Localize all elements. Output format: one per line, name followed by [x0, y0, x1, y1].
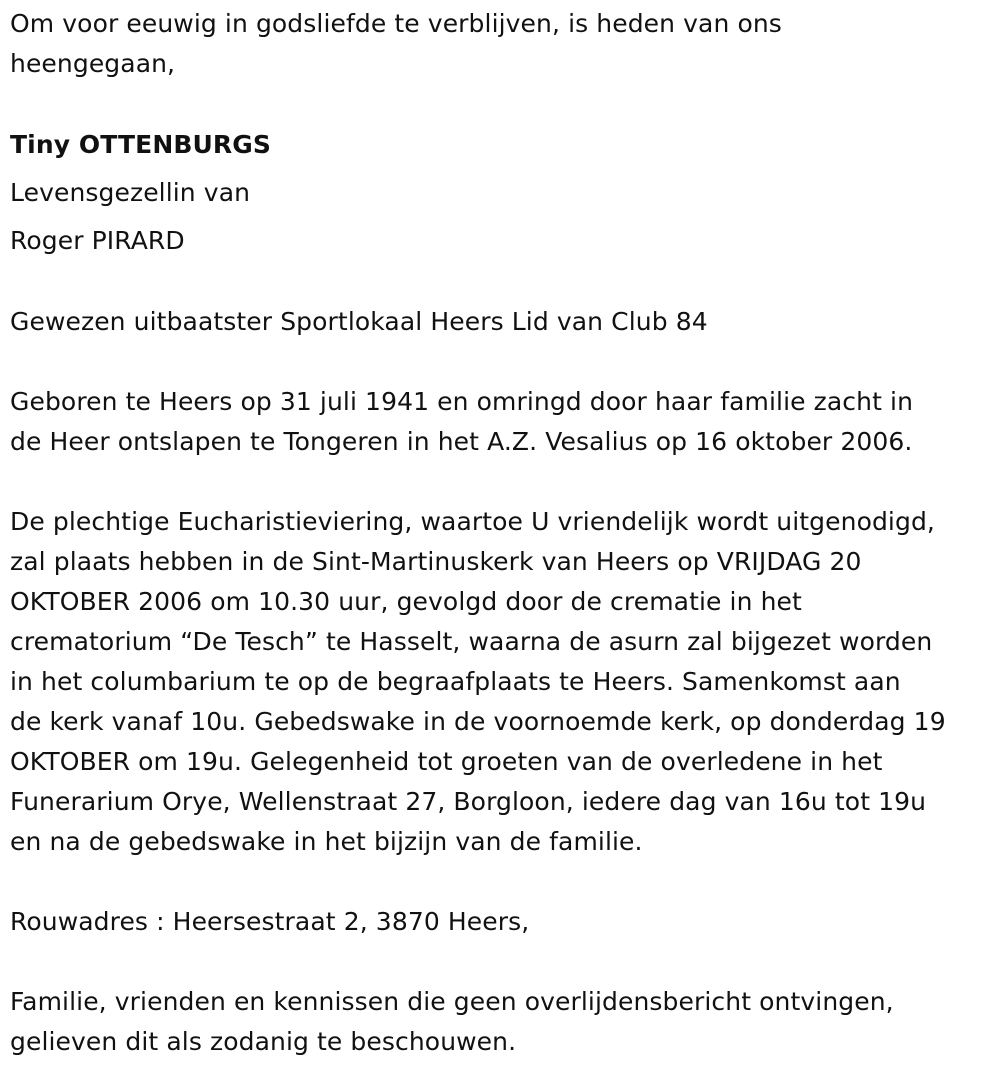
intro-line: heengegaan,	[10, 49, 176, 78]
ceremony-line: crematorium “De Tesch” te Hasselt, waarna de asurn zal bijgezet worden	[10, 627, 933, 656]
ceremony-line: in het columbarium te op de begraafplaats te Heers. Samenkomst aan	[10, 667, 901, 696]
occupation-line: Gewezen uitbaatster Sportlokaal Heers Lid van Club 84	[10, 307, 708, 336]
closing-paragraph	[10, 982, 894, 1062]
birth-death-paragraph	[10, 382, 913, 462]
birth-death-line: Geboren te Heers op 31 juli 1941 en omringd door haar familie zacht in	[10, 387, 914, 416]
deceased-name: Tiny OTTENBURGS	[10, 130, 271, 159]
ceremony-line: De plechtige Eucharistieviering, waartoe U vriendelijk wordt uitgenodigd,	[10, 507, 935, 536]
ceremony-line: de kerk vanaf 10u. Gebedswake in de voornoemde kerk, op donderdag 19	[10, 707, 946, 736]
mourning-address: Rouwadres : Heersestraat 2, 3870 Heers,	[10, 907, 530, 936]
closing-line: gelieven dit als zodanig te beschouwen.	[10, 1027, 517, 1056]
ceremony-line: zal plaats hebben in de Sint-Martinuskerk van Heers op VRIJDAG 20	[10, 547, 862, 576]
ceremony-line: Funerarium Orye, Wellenstraat 27, Borgloon, iedere dag van 16u tot 19u	[10, 787, 927, 816]
closing-line: Familie, vrienden en kennissen die geen overlijdensbericht ontvingen,	[10, 987, 894, 1016]
ceremony-line: OKTOBER 2006 om 10.30 uur, gevolgd door de crematie in het	[10, 587, 802, 616]
ceremony-line: OKTOBER om 19u. Gelegenheid tot groeten van de overledene in het	[10, 747, 883, 776]
relation-label: Levensgezellin van	[10, 178, 251, 207]
partner-name: Roger PIRARD	[10, 226, 185, 255]
birth-death-line: de Heer ontslapen te Tongeren in het A.Z. Vesalius op 16 oktober 2006.	[10, 427, 913, 456]
ceremony-line: en na de gebedswake in het bijzijn van de familie.	[10, 827, 643, 856]
ceremony-paragraph	[10, 502, 946, 862]
intro-paragraph	[10, 4, 782, 84]
intro-line: Om voor eeuwig in godsliefde te verblijven, is heden van ons	[10, 9, 782, 38]
